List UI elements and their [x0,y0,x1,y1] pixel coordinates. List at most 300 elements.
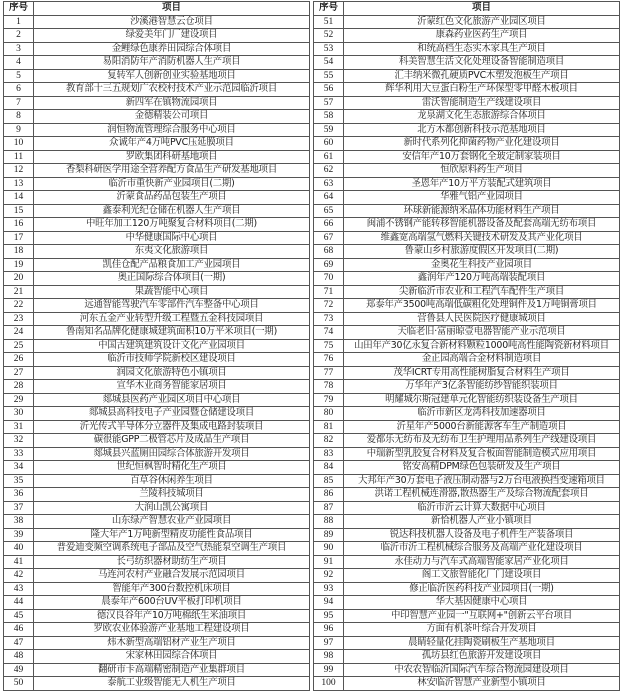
row-number: 43 [4,582,34,596]
project-name: 泰航工业级智能无人机生产项目 [34,677,310,691]
row-number: 97 [314,636,344,650]
table-row [314,596,620,610]
project-name: 宋家林田园综合体项目 [34,650,310,664]
project-name: 临沂市重快新产业园项目(二期) [34,177,310,191]
project-name: 洪诺工程机械连滑器,散热器生产及综合物流配套项目 [344,488,620,502]
table-row [314,69,620,83]
row-number: 56 [314,83,344,97]
project-name: 沂光传式半导体分立器件及集成电路封装项目 [34,420,310,434]
project-name: 辉华利用大豆蛋白粉生产环保型零甲醛木板项目 [344,83,620,97]
project-name: 沂蒙红色文化旅游产业园区项目 [344,15,620,29]
table-row [4,42,310,56]
project-name: 碳很能GPP二极管芯片及成品生产项目 [34,434,310,448]
row-number: 88 [314,515,344,529]
row-number: 11 [4,150,34,164]
row-number: 93 [314,582,344,596]
project-name: 润恒物流管理综合服务中心项目 [34,123,310,137]
table-row [4,285,310,299]
project-name: 圣恩年产10万平方装配式建筑项目 [344,177,620,191]
project-name: 隆大年产1万吨新型精皮功能性食品项目 [34,528,310,542]
row-number: 7 [4,96,34,110]
row-number: 29 [4,393,34,407]
table-row [314,609,620,623]
project-name: 科美智慧生活文化处理设备智能制造项目 [344,56,620,70]
row-number: 72 [314,299,344,313]
project-name: 铭安高精DPM绿色包装研发及生产项目 [344,461,620,475]
project-name: 北方木都创新科技示范基地项目 [344,123,620,137]
project-name: 山田年产30亿永复合新材料颗粒1000吨高性能陶瓷新材料项目 [344,339,620,353]
row-number: 40 [4,542,34,556]
table-row [314,299,620,313]
project-name: 金德精装公司项目 [34,110,310,124]
row-number: 100 [314,677,344,691]
project-name: 修正临沂医药科技产业园项目(一期) [344,582,620,596]
table-row [314,501,620,515]
project-name: 香梨科研医学用途全营养配方食品生产研发基地项目 [34,164,310,178]
table-row [4,623,310,637]
row-number: 14 [4,191,34,205]
row-number: 33 [4,447,34,461]
table-row [4,677,310,691]
row-number: 50 [4,677,34,691]
table-row [4,231,310,245]
table-row [314,380,620,394]
table-row [314,177,620,191]
project-name: 鑫泰利光纪仓储在机器人生产项目 [34,204,310,218]
table-row [314,582,620,596]
table-row [4,596,310,610]
table-row [314,137,620,151]
table-row [4,528,310,542]
row-number: 28 [4,380,34,394]
project-name: 兰陵科技城项目 [34,488,310,502]
project-name: 新四军在镇物流园项目 [34,96,310,110]
row-number: 25 [4,339,34,353]
row-number: 59 [314,123,344,137]
row-number: 91 [314,555,344,569]
project-name: 炜木新型高端铝材产业生产项目 [34,636,310,650]
row-number: 83 [314,447,344,461]
row-number: 12 [4,164,34,178]
table-row [314,488,620,502]
header-project: 项目 [344,2,620,16]
row-number: 54 [314,56,344,70]
project-name: 中印智慧产业园一"互联网+"创新云平台项目 [344,609,620,623]
project-name: 永佳动力与汽车式高端智能家居产业化项目 [344,555,620,569]
project-name: 郑泰年产3500吨高端低碳粗化处理铜件及1万吨铜膏项目 [344,299,620,313]
row-number: 41 [4,555,34,569]
project-name: 茂华ICRT专用高性能树脂复合材料生产项目 [344,366,620,380]
project-name: 沙溪港智慧云仓项目 [34,15,310,29]
project-name: 绿爱美年门厂建设项目 [34,29,310,43]
table-body-right [314,15,620,690]
project-name: 罗欧农业体验游产业基地工程建设项目 [34,623,310,637]
table-row [314,150,620,164]
project-name: 凯佳仓配产品粮食加工产业园项目 [34,258,310,272]
row-number: 67 [314,231,344,245]
table-body-left [4,15,310,690]
row-number: 63 [314,177,344,191]
project-name: 明耀城尔斯冠建单元化智能纺织装设备生产项目 [344,393,620,407]
table-row [314,407,620,421]
project-name: 营鲁县人民医院医疗健康城项目 [344,312,620,326]
project-name: 河东五金产业转型升级工程暨五金科技园项目 [34,312,310,326]
row-number: 10 [4,137,34,151]
table-row [4,650,310,664]
project-name: 山东绿产智慧农业产业园项目 [34,515,310,529]
table-row [314,191,620,205]
table-row [4,339,310,353]
row-number: 21 [4,285,34,299]
row-number: 89 [314,528,344,542]
project-name: 普爱迪变频空调系统电子部品及空气热能泵空调生产项目 [34,542,310,556]
project-name: 康森药业医药生产项目 [344,29,620,43]
row-number: 90 [314,542,344,556]
project-name: 爱都乐无纺布及无纺布卫生护理用品系列生产线建设项目 [344,434,620,448]
table-row [4,353,310,367]
table-row [314,218,620,232]
header-project: 项目 [34,2,310,16]
table-row [4,191,310,205]
project-name: 晨睛轻量化挂陶瓷刷板生产基地项目 [344,636,620,650]
table-row [4,218,310,232]
row-number: 52 [314,29,344,43]
table-row [4,663,310,677]
table-row [314,461,620,475]
table-row [314,515,620,529]
project-name: 临沂市新区龙湾科技加速器项目 [344,407,620,421]
row-number: 78 [314,380,344,394]
row-number: 85 [314,474,344,488]
project-name: 远通智能驾驶汽车零部件汽车整备中心项目 [34,299,310,313]
table-row [314,528,620,542]
table-row [314,474,620,488]
table-row [4,326,310,340]
project-name: 郯城县高科技电子产业园暨仓储建设项目 [34,407,310,421]
table-row [314,231,620,245]
table-row [314,83,620,97]
table-row [4,434,310,448]
row-number: 38 [4,515,34,529]
row-number: 39 [4,528,34,542]
row-number: 47 [4,636,34,650]
project-name: 汇丰纳米微孔硬质PVC木塑发泡板生产项目 [344,69,620,83]
project-name: 郯城县医药产业园区项目中心项目 [34,393,310,407]
table-row [314,434,620,448]
project-name: 奥正国际综合体项目(一期) [34,272,310,286]
table-row [4,515,310,529]
table-row [4,258,310,272]
row-number: 20 [4,272,34,286]
project-name: 环球新能源纳米晶体功能材料生产项目 [344,204,620,218]
project-name: 东夷文化旅游项目 [34,245,310,259]
table-row [4,501,310,515]
table-row [314,123,620,137]
table-row [4,150,310,164]
row-number: 75 [314,339,344,353]
table-row [4,461,310,475]
row-number: 92 [314,569,344,583]
project-name: 雷沃智能制造生产线建设项目 [344,96,620,110]
table-row [4,164,310,178]
table-row [4,366,310,380]
row-number: 27 [4,366,34,380]
row-number: 18 [4,245,34,259]
project-name: 临沂市沂工程机械综合服务及高端产业化建设项目 [344,542,620,556]
row-number: 71 [314,285,344,299]
table-row [314,204,620,218]
project-name: 百草谷休闲养生项目 [34,474,310,488]
table-row [4,29,310,43]
row-number: 13 [4,177,34,191]
project-name: 润园文化旅游特色小镇项目 [34,366,310,380]
row-number: 2 [4,29,34,43]
project-name: 金正园高端合金材料制造项目 [344,353,620,367]
row-number: 22 [4,299,34,313]
table-row [4,137,310,151]
table-row [314,393,620,407]
project-name: 尖新临沂市农业和工程汽车配件生产项目 [344,285,620,299]
row-number: 35 [4,474,34,488]
row-number: 49 [4,663,34,677]
project-name: 闽浦不锈钢产能转移智能机器设备及配套高端无纺布项目 [344,218,620,232]
row-number: 1 [4,15,34,29]
table-row [4,488,310,502]
row-number: 87 [314,501,344,515]
project-name: 安信年产10万套钢化全玻定制家装项目 [344,150,620,164]
table-row [4,110,310,124]
table-row [314,312,620,326]
project-name: 中国古建筑建筑设计文化产业园项目 [34,339,310,353]
row-number: 77 [314,366,344,380]
table-row [4,542,310,556]
table-row [314,272,620,286]
table-row [314,110,620,124]
row-number: 34 [4,461,34,475]
table-row [314,245,620,259]
project-name: 世纪恒枫智时精化生产项目 [34,461,310,475]
table-row [4,555,310,569]
project-name: 万华年产3亿条智能纺纱智能织装项目 [344,380,620,394]
table-row [314,623,620,637]
table-row [314,285,620,299]
table-row [4,245,310,259]
project-name: 易阳消防年产消防机器人生产项目 [34,56,310,70]
row-number: 74 [314,326,344,340]
project-name: 教育部十三五规划广农校村技术产业示范园临沂项目 [34,83,310,97]
table-row [314,353,620,367]
table-row [314,15,620,29]
row-number: 57 [314,96,344,110]
row-number: 6 [4,83,34,97]
row-number: 95 [314,609,344,623]
row-number: 44 [4,596,34,610]
row-number: 16 [4,218,34,232]
row-number: 45 [4,609,34,623]
row-number: 51 [314,15,344,29]
project-name: 鲁蒙山乡村旅游度假区开发项目(二期) [344,245,620,259]
project-name: 果蔬智能中心项目 [34,285,310,299]
table-row [4,609,310,623]
row-number: 64 [314,191,344,205]
row-number: 23 [4,312,34,326]
row-number: 19 [4,258,34,272]
table-row [4,299,310,313]
table-row [314,447,620,461]
row-number: 68 [314,245,344,259]
project-table-left [3,1,310,691]
row-number: 24 [4,326,34,340]
project-name: 新恰机器人产业小镇项目 [344,515,620,529]
row-number: 26 [4,353,34,367]
project-name: 孤坊县红色旅游开发建设项目 [344,650,620,664]
table-row [4,474,310,488]
project-name: 临沂市技师学院新校区建设项目 [34,353,310,367]
table-row [4,636,310,650]
project-name: 阁工文旅智能化厂门建设项目 [344,569,620,583]
project-name: 大邦年产30万套电子液压制动器与2万台电液换挡变速箱项目 [344,474,620,488]
project-name: 宣华木业商务智能家居项目 [34,380,310,394]
row-number: 55 [314,69,344,83]
header-num: 序号 [4,2,34,16]
row-number: 65 [314,204,344,218]
table-row [314,636,620,650]
row-number: 96 [314,623,344,637]
row-number: 81 [314,420,344,434]
row-number: 60 [314,137,344,151]
project-name: 华大基因健康中心项目 [344,596,620,610]
table-header-row [314,2,620,16]
table-row [4,582,310,596]
project-name: 大润山凯公寓项目 [34,501,310,515]
row-number: 36 [4,488,34,502]
row-number: 73 [314,312,344,326]
header-num: 序号 [314,2,344,16]
table-row [314,650,620,664]
row-number: 9 [4,123,34,137]
row-number: 53 [314,42,344,56]
row-number: 99 [314,663,344,677]
project-name: 德汉良谷年产10万吨棉纸生米油项目 [34,609,310,623]
row-number: 76 [314,353,344,367]
row-number: 31 [4,420,34,434]
row-number: 4 [4,56,34,70]
row-number: 8 [4,110,34,124]
table-row [4,69,310,83]
project-name: 沂星年产5000台新能源客车生产制造项目 [344,420,620,434]
table-row [4,312,310,326]
project-name: 众诚年产4万吨PVC压延膜项目 [34,137,310,151]
table-row [314,569,620,583]
project-name: 长弓纺织器材助纺生产项目 [34,555,310,569]
row-number: 84 [314,461,344,475]
row-number: 94 [314,596,344,610]
project-name: 智能年产300台数控机床项目 [34,582,310,596]
row-number: 98 [314,650,344,664]
project-name: 华雅气铝产业园项目 [344,191,620,205]
row-number: 30 [4,407,34,421]
row-number: 5 [4,69,34,83]
project-name: 郯城县兴蓝厕田园综合体旅游开发项目 [34,447,310,461]
project-name: 沂蒙食品药品包装生产项目 [34,191,310,205]
project-name: 金奥花生科技产业园项目 [344,258,620,272]
row-number: 58 [314,110,344,124]
table-row [314,258,620,272]
row-number: 32 [4,434,34,448]
table-row [314,555,620,569]
project-name: 翻研市卡高端精密制造产业集群项目 [34,663,310,677]
table-row [314,339,620,353]
table-row [314,56,620,70]
table-row [4,204,310,218]
row-number: 79 [314,393,344,407]
table-row [314,663,620,677]
table-header-row [4,2,310,16]
project-name: 临沂市沂云计算大数据中心项目 [344,501,620,515]
project-name: 鲁南知名品牌化健康城建筑面积10万平米项目(一期) [34,326,310,340]
table-row [314,366,620,380]
row-number: 66 [314,218,344,232]
project-name: 恒欣原料药生产项目 [344,164,620,178]
project-name: 维鑫宽高端氢气燃料关键技术研发及其产业化项目 [344,231,620,245]
row-number: 69 [314,258,344,272]
project-table-right [313,1,620,691]
table-row [314,326,620,340]
project-name: 龙泉湖文化生态旅游综合体项目 [344,110,620,124]
project-name: 中瑞新型乳胶复合材料及复合板面智能制造模式应用项目 [344,447,620,461]
row-number: 42 [4,569,34,583]
table-row [4,380,310,394]
project-name: 林安临沂智慧产业新型小镇项目 [344,677,620,691]
project-name: 和统高档生态实木家具生产项目 [344,42,620,56]
table-row [4,15,310,29]
row-number: 70 [314,272,344,286]
project-name: 中旺年加工120万吨聚复合材料项目(二期) [34,218,310,232]
project-name: 马连河农村产业融合发展示范园项目 [34,569,310,583]
project-name: 鑫润年产120万吨高端装配项目 [344,272,620,286]
project-name: 天临老旧·富丽晾壹电器智能产业示范项目 [344,326,620,340]
row-number: 82 [314,434,344,448]
table-row [4,272,310,286]
table-row [314,164,620,178]
row-number: 17 [4,231,34,245]
table-row [314,29,620,43]
table-row [314,96,620,110]
table-row [4,123,310,137]
project-name: 罗欧集团科研基地项目 [34,150,310,164]
table-row [4,96,310,110]
row-number: 86 [314,488,344,502]
project-name: 新时代系列化抑菌药物产业化建设项目 [344,137,620,151]
row-number: 15 [4,204,34,218]
table-row [314,420,620,434]
row-number: 37 [4,501,34,515]
row-number: 61 [314,150,344,164]
table-row [4,83,310,97]
table-row [4,393,310,407]
project-name: 中农农智临沂国际汽车综合物流园建设项目 [344,663,620,677]
row-number: 48 [4,650,34,664]
table-row [4,407,310,421]
row-number: 3 [4,42,34,56]
row-number: 62 [314,164,344,178]
project-name: 金鲤绿色康养田园综合体项目 [34,42,310,56]
table-row [4,177,310,191]
project-name: 方面有机茶叶综合开发项目 [344,623,620,637]
row-number: 46 [4,623,34,637]
table-row [4,420,310,434]
project-name: 锐达科技机器人设备及电子机件生产装备项目 [344,528,620,542]
